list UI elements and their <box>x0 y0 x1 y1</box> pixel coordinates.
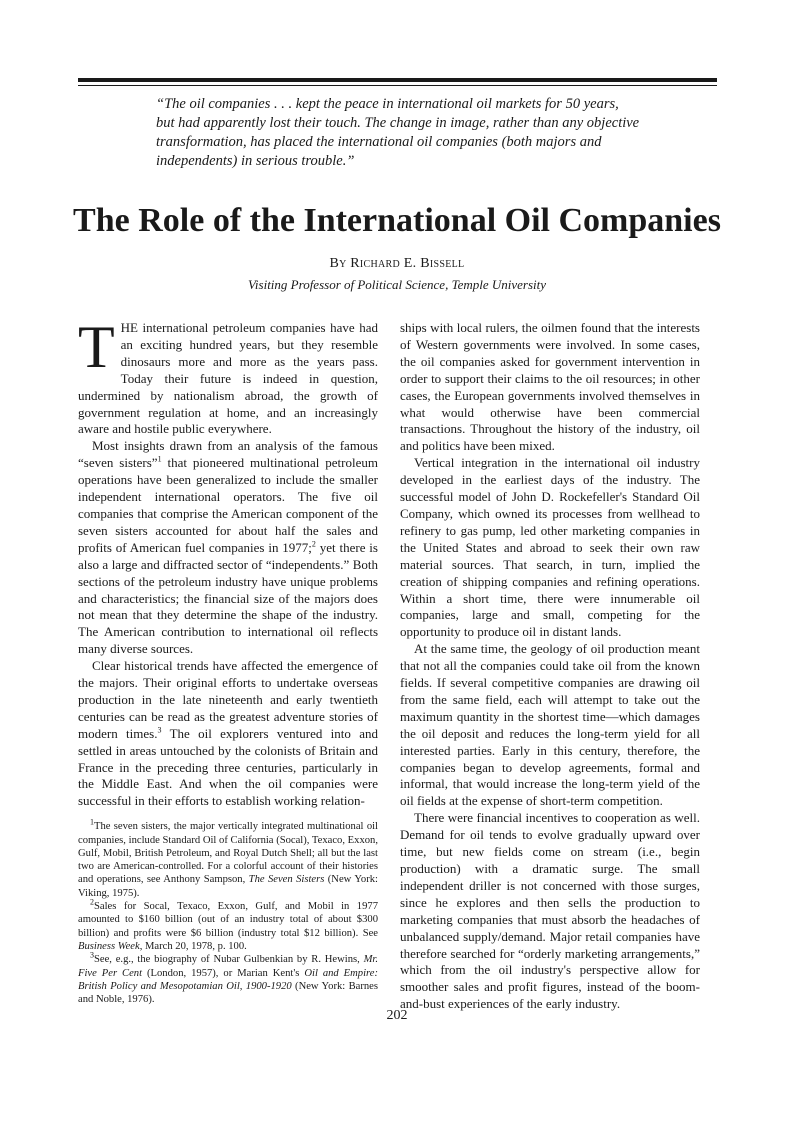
footnote-3-book-title-2: Oil and Empire: British Policy and Mesopotamian Oil, 1900-1920 <box>78 967 379 992</box>
page-number: 202 <box>386 1008 408 1023</box>
paragraph-3 <box>78 658 378 810</box>
paragraph-3-text-b: The oil explorers ventured into and settled in areas untouched by the colonists of Britain and France in the preceding three centuries, particularly in the Middle East. And when the oil companies were successful in their efforts to establish working relation- <box>78 725 378 809</box>
byline <box>0 255 794 273</box>
paragraph-6: At the same time, the geology of oil production meant that not all the companies could take oil from the known fields. If several competitive companies are drawing oil from the same field, each will attempt to take out the maximum quantity in the shortest time—which damages the oil deposit and reduces the long-term yield for all interested parties. Early in this century, therefore, the companies began to develop agreements, formal and informal, that would increase the long-term yield of the oil fields at the expense of short-term competition. <box>400 641 700 809</box>
footnote-3 <box>78 950 379 1006</box>
footnote-ref-2: 2 <box>311 539 316 549</box>
paragraph-2 <box>78 438 378 658</box>
footnote-1-text-b: (New York: Viking, 1975). <box>78 874 378 899</box>
right-column <box>400 320 700 1013</box>
footnote-3-number: 3 <box>90 950 94 960</box>
footnote-2-text-b: , March 20, 1978, p. 100. <box>139 940 247 952</box>
footnotes <box>78 818 378 1006</box>
drop-cap: T <box>78 314 115 380</box>
footnote-ref-3: 3 <box>157 725 162 735</box>
footnote-3-text-c: (New York: Barnes and Noble, 1976). <box>78 980 378 1006</box>
footnote-1-text-a: The seven sisters, the major vertically integrated multinational oil companies, include Standard Oil of California (Socal), Texaco, Exxon, Gulf, Mobil, British Petroleum, and Royal Dutch Shell; all but the last two are American-controlled. For a colorful account of their histories and operations, see Anthony Sampson, <box>78 821 378 886</box>
footnote-2-text-a: Sales for Socal, Texaco, Exxon, Gulf, and Mobil in 1977 amounted to $160 billion (out of an industry total of about $300 billion) and profits were $6 billion (industry total $12 billion). See <box>78 901 378 939</box>
article-title: The Role of the International Oil Companies <box>73 202 721 239</box>
footnote-2-magazine-title: Business Week <box>78 940 140 952</box>
footnote-1-number: 1 <box>90 817 94 827</box>
footnote-3-book-title-1: Mr. Five Per Cent <box>78 954 378 979</box>
footnote-ref-1: 1 <box>157 454 162 464</box>
paragraph-4: ships with local rulers, the oilmen found that the interests of Western governments were involved. In some cases, the oil companies asked for government intervention in order to support their claims to the oil resources; in other cases, the European governments involved themselves in what would otherwise have been commercial transactions. Throughout the history of the industry, oil and politics have been mixed. <box>400 320 700 454</box>
author-name: Richard E. Bissell <box>350 256 465 271</box>
paragraph-1-text: HE international petroleum companies have had an exciting hundred years, but they resemble dinosaurs more and more as the years pass. Today their future is indeed in question, undermined by nationalism abroad, the growth of government regulation at home, and an increasingly aware and hostile public everywhere. <box>78 320 378 437</box>
header-rule-thin <box>78 85 717 86</box>
footnote-2 <box>78 897 378 953</box>
paragraph-5: Vertical integration in the international oil industry developed in the earliest days of the industry. The successful model of John D. Rockefeller's Standard Oil Company, which owned its processes from wellhead to refinery to gas pump, led other marketing companies in the United States and abroad to seek their own raw material sources. That search, in turn, implied the creation of shipping companies and refining operations. Within a short time, there were innumerable oil companies, large and small, competing for the opportunity to produce oil in distant lands. <box>400 455 700 640</box>
footnote-1-book-title: The Seven Sisters <box>248 874 325 886</box>
pull-quote: “The oil companies . . . kept the peace in international oil markets for 50 years, but had apparently lost their touch. The change in image, rather than any objective transformation, has placed the international oil companies (both majors and independents) in serious trouble.” <box>156 96 640 169</box>
paragraph-2-text-a: Most insights drawn from an analysis of the famous “seven sisters” <box>78 438 378 471</box>
left-column <box>78 314 379 1006</box>
footnote-2-number: 2 <box>90 897 94 907</box>
footnote-1 <box>78 817 378 900</box>
paragraph-2-text-b: that pioneered multinational petroleum operations have been generalized to include the smaller independent international operators. The five oil companies that comprise the American component of the seven sisters accounted for about half the sales and profits of American fuel companies in 1977; <box>78 455 378 555</box>
byline-prefix: By <box>329 256 347 271</box>
footnote-3-text-a: See, e.g., the biography of Nubar Gulbenkian by R. Hewins, <box>94 954 364 966</box>
header-rule-thick <box>78 78 717 82</box>
paragraph-7: There were financial incentives to cooperation as well. Demand for oil tends to evolve gradually upward over time, but new fields come on stream (i.e., begin production) with a dramatic surge. The small independent driller is not concerned with those surges, since he explores and then sells the production to marketing companies that must absorb the headaches of unbalanced supply/demand. Major retail companies have therefore searched for “orderly marketing arrangements,” which from the oil industry's perspective allow for smoother sales and profit figures, instead of the boom-and-bust experiences of the early industry. <box>400 810 700 1012</box>
paragraph-2-text-c: yet there is also a large and diffracted sector of “independents.” Both sections of the petroleum industry have unique problems and characteristics; the financial size of the majors does not mean that they determine the shape of the industry. The American contribution to international oil reflects many diverse sources. <box>78 539 378 657</box>
paragraph-1 <box>78 314 378 438</box>
paragraph-3-text-a: Clear historical trends have affected the emergence of the majors. Their original efforts to undertake overseas production in the late nineteenth and early twentieth centuries can be read as the greatest adventure stories of modern times. <box>78 658 378 741</box>
footnote-3-text-b: (London, 1957), or Marian Kent's <box>142 967 305 979</box>
author-affiliation: Visiting Professor of Political Science, Temple University <box>247 277 547 292</box>
